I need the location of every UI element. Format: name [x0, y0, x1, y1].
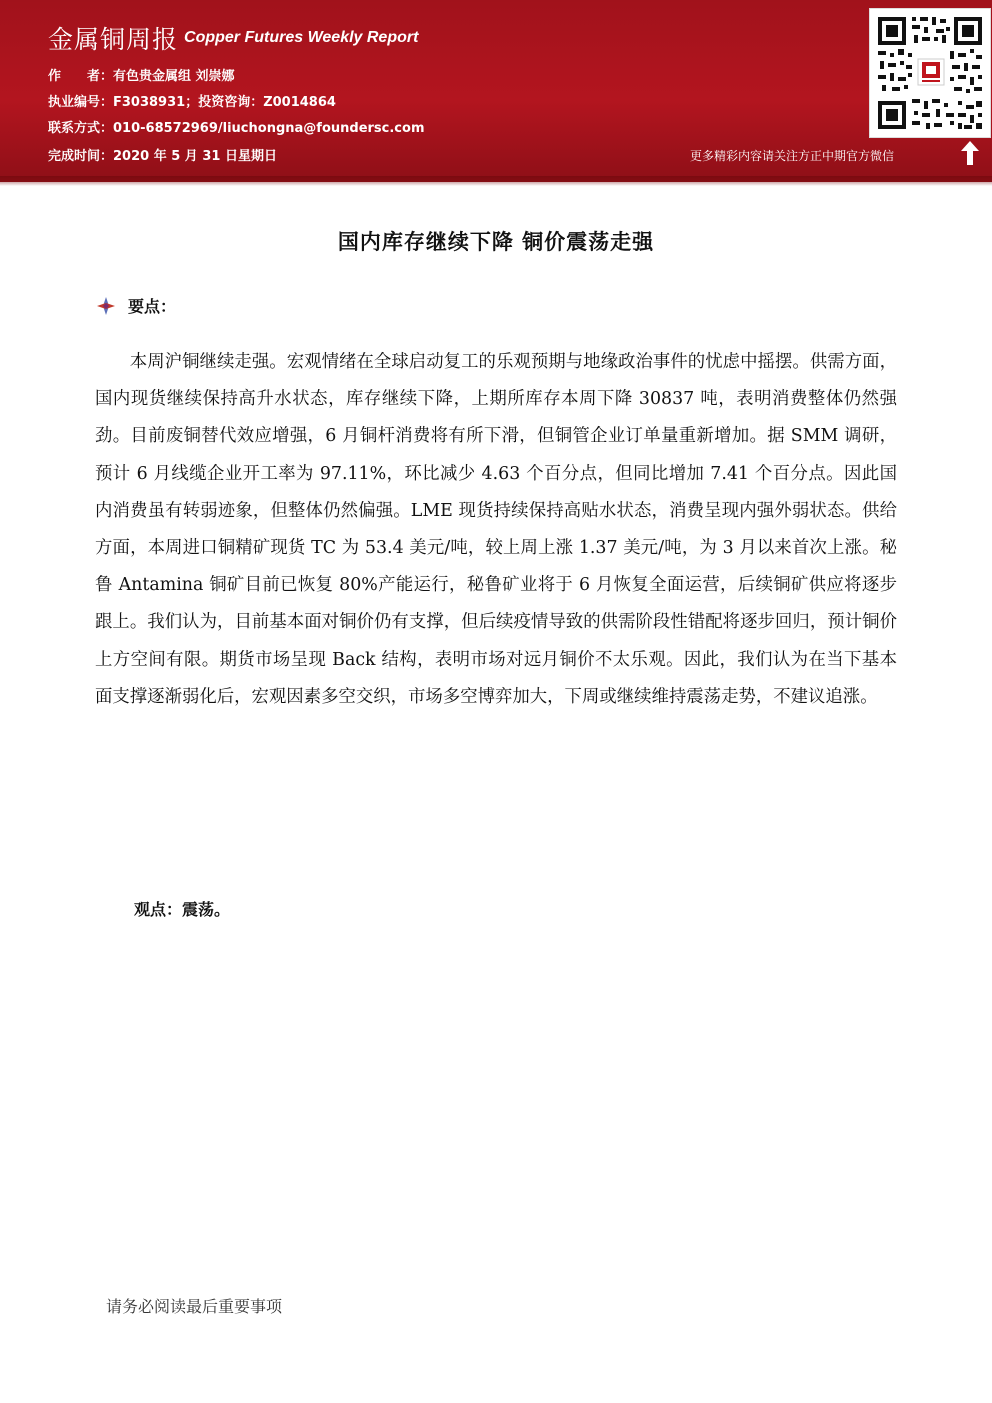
brand-title-cn: 金属铜周报: [48, 25, 179, 54]
author-value: 有色贵金属组 刘崇娜: [113, 69, 235, 84]
report-body-paragraph: 本周沪铜继续走强。宏观情绪在全球启动复工的乐观预期与地缘政治事件的忧虑中摇摆。供需方面，国内现货继续保持高升水状态，库存继续下降，上期所库存本周下降 30837 吨，表明消费整体仍然强劲。目前废铜替代效应增强，6 月铜杆消费将有所下滑，但铜管企业订单量重新增加。据 SMM 调研，预计 6 月线缆企业开工率为 97.11%，环比减少 4.63 个百分点，但同比增加 7.41 个百分点。因此国内消费虽有转弱迹象，但整体仍然偏强。LME 现货持续保持高贴水状态，消费呈现内强外弱状态。供给方面，本周进口铜精矿现货 TC 为 53.4 美元/吨，较上周上涨 1.37 美元/吨，为 3 月以来首次上涨。秘鲁 Antamina 铜矿目前已恢复 80%产能运行，秘鲁矿业将于 6 月恢复全面运营，后续铜矿供应将逐步跟上。我们认为，目前基本面对铜价仍有支撑，但后续疫情导致的供需阶段性错配将逐步回归，预计铜价上方空间有限。期货市场呈现 Back 结构，表明市场对远月铜价不太乐观。因此，我们认为在当下基本面支撑逐渐弱化后，宏观因素多空交织，市场多空博弈加大，下周或继续维持震荡走势，不建议追涨。: [95, 352, 897, 707]
header-shadow: [0, 176, 992, 186]
keypoints-heading: [96, 294, 176, 317]
keypoints-label: 要点：: [128, 297, 177, 316]
author-line: [48, 65, 235, 84]
contact-line: 联系方式：010-68572969/liuchongna@foundersc.com: [48, 121, 425, 136]
wechat-qr-code-icon[interactable]: [869, 8, 991, 138]
brand-title-en: Copper Futures Weekly Report: [184, 29, 419, 46]
author-label: 作 者：: [48, 69, 114, 84]
date-line: 完成时间：2020 年 5 月 31 日星期日: [48, 149, 277, 164]
wechat-follow-tip: 更多精彩内容请关注方正中期官方微信: [690, 149, 895, 163]
viewpoint: 观点：震荡。: [134, 900, 231, 919]
footer-notice: 请务必阅读最后重要事项: [106, 1297, 283, 1316]
diamond-bullet-icon: [96, 296, 116, 316]
arrow-up-icon: [959, 140, 981, 166]
brand: [48, 20, 418, 56]
report-title: 国内库存继续下降 铜价震荡走强: [337, 230, 655, 254]
license-line: 执业编号：F3038931；投资咨询：Z0014864: [48, 95, 336, 110]
qr-code-graphic: [870, 9, 990, 137]
